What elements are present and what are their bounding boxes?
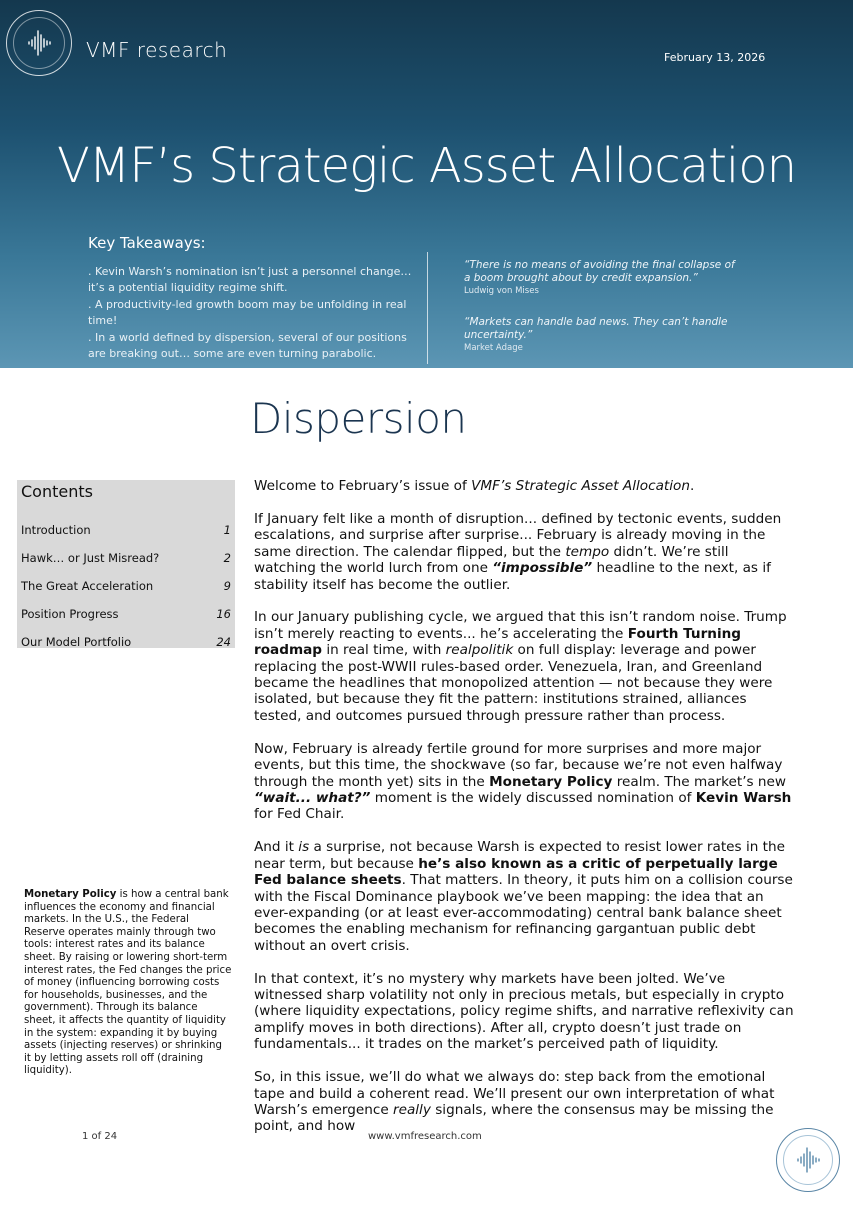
key-takeaways-list (88, 264, 418, 362)
logo-icon (6, 10, 72, 76)
key-takeaways-title: Key Takeaways: (88, 234, 206, 252)
paragraph: In our January publishing cycle, we argued that this isn’t random noise. Trump isn’t merely reacting to events... he’s accelerating the Fourth Turning roadmap in real time, with realpolitik on full display: leverage and power replacing the post-WWII rules-based order. Venezuela, Iran, and Greenland became the headlines that monopolized attention — not because they were isolated, but because they fit the pattern: institutions strained, alliances tested, and outcomes pursued through pressure rather than process. (254, 609, 787, 724)
toc-item[interactable]: The Great Acceleration 9 (21, 579, 231, 593)
table-of-contents (17, 480, 235, 648)
footer-logo-icon (776, 1128, 840, 1192)
toc-item[interactable]: Position Progress 16 (21, 607, 231, 621)
paragraph: Now, February is already fertile ground for more surprises and more major events, but this time, the shockwave (so far, because we’re not even halfway through the month yet) sits in the Monetary Policy realm. The market’s new “wait... what?” moment is the widely discussed nomination of Kevin Warsh for Fed Chair. (254, 740, 792, 823)
paragraph: And it is a surprise, not because Warsh is expected to resist lower rates in the near term, but because he’s also known as a critic of perpetually large Fed balance sheets. That matters. In theory, it puts him on a collision course with the Fiscal Dominance playbook we’ve been mapping: the idea that an ever-expanding (or at least ever-accommodating) central bank balance sheet becomes the enabling mechanism for refinancing gargantuan public debt without an overt crisis. (254, 839, 793, 954)
quote-block (464, 259, 744, 298)
page-number: 1 of 24 (82, 1131, 118, 1142)
header-banner (0, 0, 853, 368)
takeaway-item: . A productivity-led growth boom may be unfolding in real time! (88, 297, 407, 328)
website-link[interactable]: www.vmfresearch.com (368, 1131, 482, 1142)
quote-author: Ludwig von Mises (464, 286, 539, 296)
quote-text: “There is no means of avoiding the final collapse of a boom brought about by credit expansion.” (464, 259, 735, 284)
sidenote-monetary-policy: Monetary Policy is how a central bank influences the economy and financial markets. In the U.S., the Federal Reserve operates mainly through two tools: interest rates and its balance sheet. By raising or lowering short-term interest rates, the Fed changes the price of money (influencing borrowing costs for households, businesses, and the government). Through its balance sheet, it affects the quantity of liquidity in the system: expanding it by buying assets (injecting reserves) or shrinking it by letting assets roll off (draining liquidity). (24, 889, 232, 1077)
toc-item[interactable]: Our Model Portfolio 24 (21, 635, 231, 649)
takeaway-item: . Kevin Warsh’s nomination isn’t just a personnel change… it’s a potential liquidity regime shift. (88, 265, 412, 295)
quote-block (464, 316, 744, 355)
paragraph: So, in this issue, we’ll do what we always do: step back from the emotional tape and build a coherent read. We’ll present our own interpretation of what Warsh’s emergence really signals, where the consensus may be missing the point, and how (254, 1069, 775, 1135)
paragraph: In that context, it’s no mystery why markets have been jolted. We’ve witnessed sharp volatility not only in precious metals, but especially in crypto (where liquidity expectations, policy regime shifts, and narrative reflexivity can amplify moves in both directions). After all, crypto doesn’t just trade on fundamentals... it trades on the market’s perceived path of liquidity. (254, 970, 794, 1053)
toc-title: Contents (21, 482, 93, 501)
paragraph: Welcome to February’s issue of VMF’s Strategic Asset Allocation. (254, 478, 695, 494)
soundwave-icon (7, 11, 71, 75)
soundwave-icon (777, 1129, 839, 1191)
quote-author: Market Adage (464, 343, 523, 353)
toc-item[interactable]: Hawk… or Just Misread? 2 (21, 551, 231, 565)
paragraph: If January felt like a month of disruption... defined by tectonic events, sudden escalations, and surprise after surprise... February is already moving in the same direction. The calendar flipped, but the tempo didn’t. We’re still watching the world lurch from one “impossible” headline to the next, as if stability itself has become the outlier. (254, 510, 782, 593)
takeaway-item: . In a world defined by dispersion, several of our positions are breaking out… some are even turning parabolic. (88, 330, 407, 361)
article-body (254, 478, 794, 1151)
issue-date: February 13, 2026 (664, 51, 766, 64)
section-title: Dispersion (250, 394, 467, 443)
report-title: VMF’s Strategic Asset Allocation (56, 138, 797, 194)
quote-text: “Markets can handle bad news. They can’t handle uncertainty.” (464, 316, 728, 341)
brand-name: VMF research (86, 38, 228, 62)
toc-item[interactable]: Introduction 1 (21, 523, 231, 537)
header-divider (427, 252, 428, 364)
